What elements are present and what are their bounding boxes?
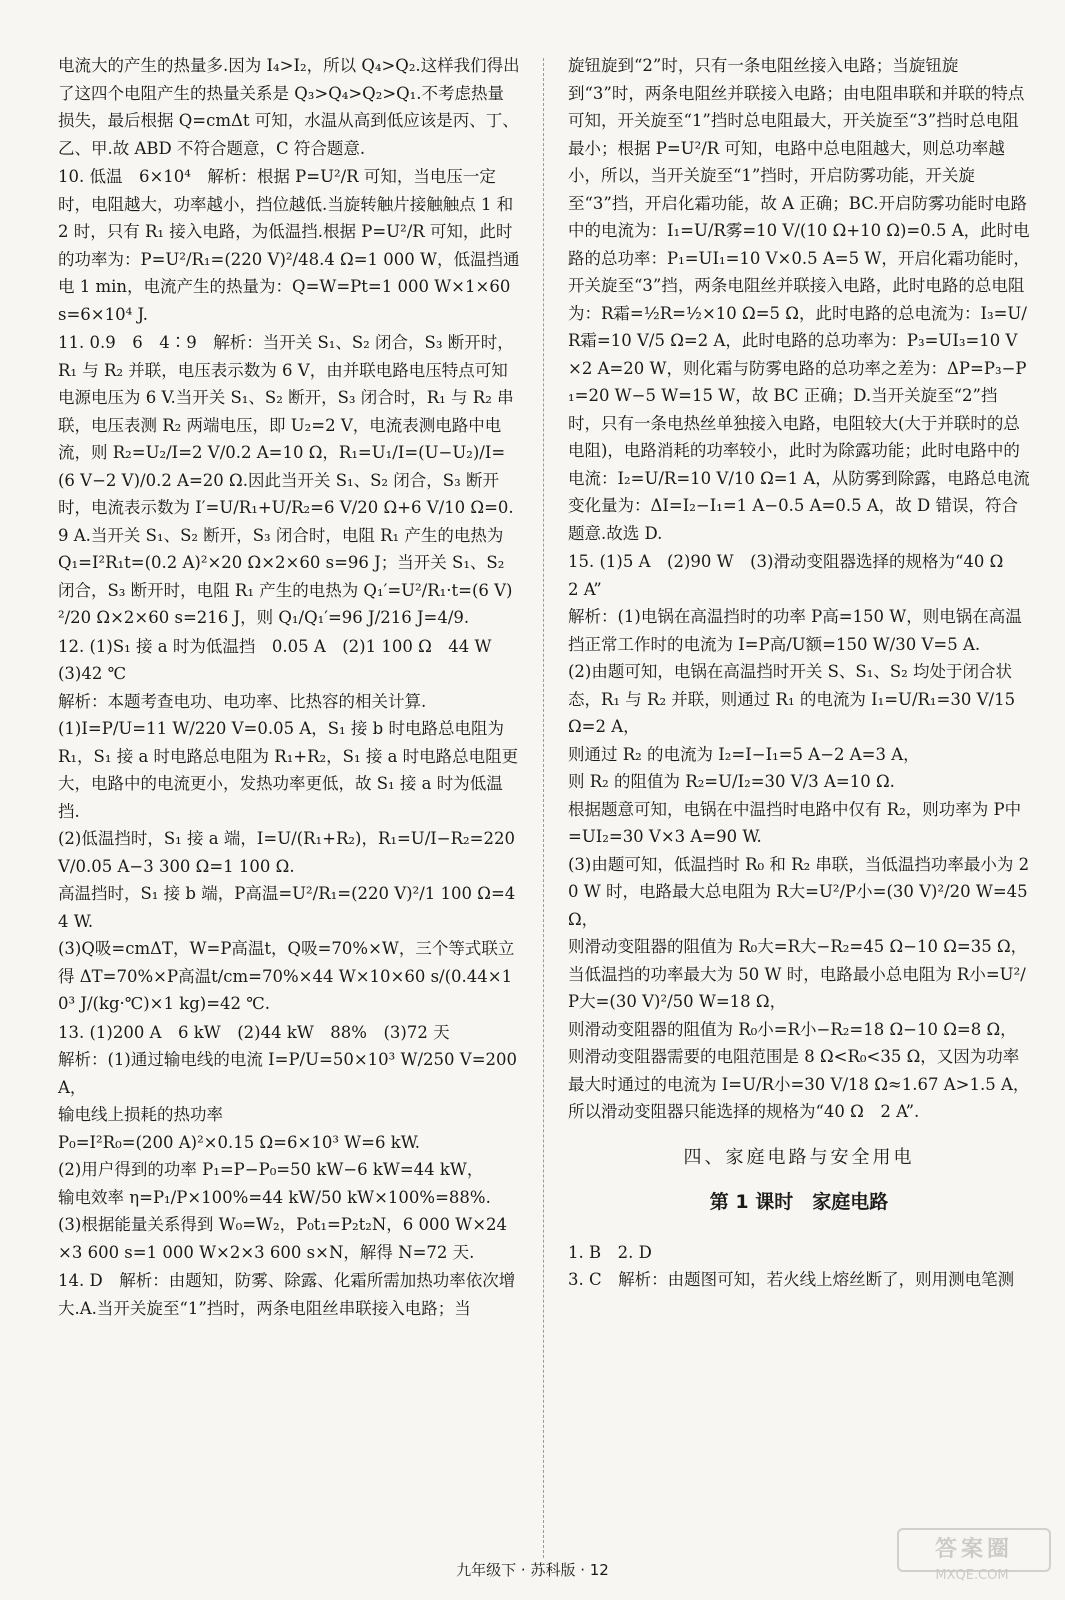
answer-15-r0-min: 则滑动变阻器的阻值为 R₀小=R小−R₂=18 Ω−10 Ω=8 Ω， (568, 1019, 1017, 1039)
watermark-logo (897, 1528, 1047, 1584)
answer-15-conclusion: 所以滑动变阻器只能选择的规格为“40 Ω 2 A”. (568, 1102, 920, 1121)
answer-15-heading: 15. (1)5 A (2)90 W (3)滑动变阻器选择的规格为“40 Ω 2 A” (568, 552, 1020, 599)
answer-13-step3: (3)根据能量关系得到 W₀=W₂，P₀t₁=P₂t₂N，6 000 W×24×3 600 s=1 000 W×2×3 600 s×N，解得 N=72 天. (58, 1215, 508, 1262)
answer-13-efficiency: 输电效率 η=P₁/P×100%=44 kW/50 kW×100%=88%. (58, 1187, 491, 1207)
section-title: 四、家庭电路与安全用电 (683, 1146, 915, 1168)
answer-15-r0-max: 则滑动变阻器的阻值为 R₀大=R大−R₂=45 Ω−10 Ω=35 Ω， (568, 937, 1028, 956)
answer-12-analysis: 解析：本题考查电功、电功率、比热容的相关计算. (58, 691, 427, 711)
answer-13-step1: 解析：(1)通过输电线的电流 I=P/U=50×10³ W/250 V=200 A， (58, 1050, 518, 1097)
answer-14-start: 14. D 解析：由题知，防雾、除露、化霜所需加热功率依次增大.A.当开关旋至“1”挡时，两条电阻丝串联接入电路；当 (58, 1271, 516, 1318)
page-footer: 九年级下 · 苏科版 · 12 (456, 1561, 609, 1579)
answer-11: 11. 0.9 6 4∶9 解析：当开关 S₁、S₂ 闭合，S₃ 断开时，R₁ 与 R₂ 并联，电压表示数为 6 V，由并联电路电压特点可知电源电压为 6 V.当开关 S₁、S₂ 断开，S₃ 闭合时，R₁ 与 R₂ 串联，电压表测 R₂ 两端电压，即 U₂=2 V，电流表测电路中电流，则 R₂=U₂/I=2 V/0.2 A=10 Ω，R₁=U₁/I=(U−U₂)/I=(6 V−2 V)/0.2 A=20 Ω.因此当开关 S₁、S₂ 闭合，S₃ 断开时，电流表示数为 I′=U/R₁+U/R₂=6 V/20 Ω+6 V/10 Ω=0.9 A.当开关 S₁、S₂ 断开，S₃ 闭合时，电阻 R₁ 产生的电热为 Q₁=I²R₁t=(0.2 A)²×20 Ω×2×60 s=96 J；当开关 S₁、S₂ 闭合，S₃ 断开时，电阻 R₁ 产生的电热为 Q₁′=U²/R₁·t=(6 V)²/20 Ω×2×60 s=216 J，则 Q₁/Q₁′=96 J/216 J=4/9. (58, 333, 514, 627)
answer-12-step3: (3)Q吸=cmΔT，W=P高温t，Q吸=70%×W，三个等式联立得 ΔT=70%×P高温t/cm=70%×44 W×10×60 s/(0.44×10³ J/(kg·℃)×1 kg)=42 ℃. (58, 939, 515, 1013)
answers-1-2: 1. B 2. D (568, 1242, 652, 1262)
answer-3: 3. C 解析：由题图可知，若火线上熔丝断了，则用测电笔测 (568, 1270, 1015, 1289)
answer-15-range: 则滑动变阻器需要的电阻范围是 8 Ω<R₀<35 Ω，又因为功率最大时通过的电流为 I=U/R小=30 V/18 Ω≈1.67 A>1.5 A， (568, 1047, 1030, 1094)
answer-15-step1: 解析：(1)电锅在高温挡时的功率 P高=150 W，则电锅在高温挡正常工作时的电流为 I=P高/U额=150 W/30 V=5 A. (568, 607, 1022, 654)
watermark-url: MXQE.COM (935, 1568, 1009, 1583)
answer-13-step2: (2)用户得到的功率 P₁=P−P₀=50 kW−6 kW=44 kW， (58, 1160, 484, 1179)
answer-15-r-min: 当低温挡的功率最大为 50 W 时，电路最小总电阻为 R小=U²/P大=(30 V)²/50 W=18 Ω， (568, 964, 1026, 1011)
answer-13-loss-formula: P₀=I²R₀=(200 A)²×0.15 Ω=6×10³ W=6 kW. (58, 1132, 421, 1152)
answer-13-loss-label: 输电线上损耗的热功率 (58, 1105, 223, 1124)
watermark-stamp: 答案圈 (897, 1528, 1051, 1572)
answer-12-step1: (1)I=P/U=11 W/220 V=0.05 A，S₁ 接 b 时电路总电阻为 R₁，S₁ 接 a 时电路总电阻为 R₁+R₂，S₁ 接 a 时电路总电阻更大，电路中的电流更小，发热功率更低，故 S₁ 接 a 时为低温挡. (58, 719, 519, 821)
answer-12-part3: (3)42 ℃ (58, 664, 127, 683)
answer-12-step2b: 高温挡时，S₁ 接 b 端，P高温=U²/R₁=(220 V)²/1 100 Ω=44 W. (58, 884, 516, 931)
right-column (568, 52, 1030, 1294)
answer-14-continued: 旋钮旋到“2”时，只有一条电阻丝接入电路；当旋钮旋到“3”时，两条电阻丝并联接入电路；由电阻串联和并联的特点可知，开关旋至“1”挡时总电阻最大，开关旋至“3”挡时总电阻最小；根据 P=U²/R 可知，电路中总电阻越大，则总功率越小，所以，当开关旋至“1”挡时，开启防雾功能，开关旋至“3”挡，开启化霜功能，故 A 正确；BC.开启防雾功能时电路中的电流为：I₁=U/R雾=10 V/(10 Ω+10 Ω)=0.5 A，此时电路的总功率：P₁=UI₁=10 V×0.5 A=5 W，开启化霜功能时，开关旋至“3”挡，两条电阻丝并联接入电路，此时电路的总电阻为：R霜=½R=½×10 Ω=5 Ω，此时电路的总电流为：I₃=U/R霜=10 V/5 Ω=2 A，此时电路的总功率为：P₃=UI₃=10 V×2 A=20 W，则化霜与防雾电路的总功率之差为：ΔP=P₃−P₁=20 W−5 W=15 W，故 BC 正确；D.当开关旋至“2”挡时，只有一条电热丝单独接入电路，电阻较大(大于并联时的总电阻)，电路消耗的功率较小，此时为除露功能；此时电路中的电流：I₂=U/R=10 V/10 Ω=1 A，从防雾到除露，电路总电流变化量为：ΔI=I₂−I₁=1 A−0.5 A=0.5 A，故 D 错误，符合题意.故选 D. (568, 56, 1030, 543)
answer-15-r2: 则 R₂ 的阻值为 R₂=U/I₂=30 V/3 A=10 Ω. (568, 772, 895, 791)
answer-12-heading: 12. (1)S₁ 接 a 时为低温挡 0.05 A (2)1 100 Ω 44 W (58, 636, 492, 656)
answer-12-step2: (2)低温挡时，S₁ 接 a 端，I=U/(R₁+R₂)，R₁=U/I−R₂=220 V/0.05 A−3 300 Ω=1 100 Ω. (58, 829, 515, 876)
column-divider (543, 58, 544, 1558)
answer-15-i2: 则通过 R₂ 的电流为 I₂=I−I₁=5 A−2 A=3 A， (568, 744, 920, 764)
answer-15-step2: (2)由题可知，电锅在高温挡时开关 S、S₁、S₂ 均处于闭合状态，R₁ 与 R₂ 并联，则通过 R₁ 的电流为 I₁=U/R₁=30 V/15 Ω=2 A， (568, 662, 1016, 736)
left-column (58, 52, 520, 1322)
left-para-0: 电流大的产生的热量多.因为 I₄>I₂，所以 Q₄>Q₂.这样我们得出了这四个电阻产生的热量关系是 Q₃>Q₄>Q₂>Q₁.不考虑热量损失，最后根据 Q=cmΔt 可知，水温从高到低应该是丙、丁、乙、甲.故 ABD 不符合题意，C 符合题意. (58, 56, 520, 158)
lesson-title: 第 1 课时 家庭电路 (709, 1191, 889, 1213)
answer-10: 10. 低温 6×10⁴ 解析：根据 P=U²/R 可知，当电压一定时，电阻越大，功率越小，挡位越低.当旋转触片接触触点 1 和 2 时，只有 R₁ 接入电路，为低温挡.根据 P=U²/R 可知，此时的功率为：P=U²/R₁=(220 V)²/48.4 Ω=1 000 W，低温挡通电 1 min，电流产生的热量为：Q=W=Pt=1 000 W×1×60 s=6×10⁴ J. (58, 167, 520, 324)
answer-15-step3: (3)由题可知，低温挡时 R₀ 和 R₂ 串联，当低温挡功率最小为 20 W 时，电路最大总电阻为 R大=U²/P小=(30 V)²/20 W=45 Ω， (568, 854, 1030, 929)
answer-13-heading: 13. (1)200 A 6 kW (2)44 kW 88% (3)72 天 (58, 1022, 450, 1042)
answer-15-mid-power: 根据题意可知，电锅在中温挡时电路中仅有 R₂，则功率为 P中=UI₂=30 V×3 A=90 W. (568, 799, 1022, 846)
